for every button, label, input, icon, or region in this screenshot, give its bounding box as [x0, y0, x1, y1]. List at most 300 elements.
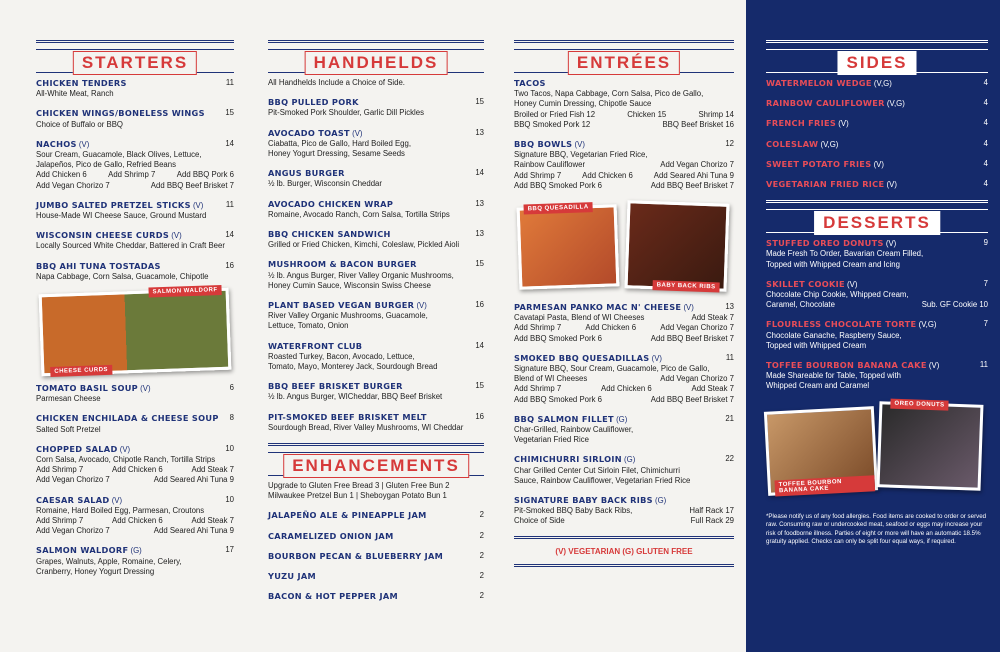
item-price: 4	[983, 78, 988, 87]
addon-option: Chicken 15	[627, 109, 667, 119]
item-title	[36, 139, 89, 150]
item-price: 10	[225, 494, 234, 504]
diet-tag: (V)	[192, 200, 204, 210]
addon-option: Pit-Smoked BBQ Baby Back Ribs,	[514, 506, 633, 516]
diet-tag: (G)	[655, 496, 667, 506]
addon-row	[514, 334, 734, 344]
item-title	[268, 259, 417, 270]
item-header-row	[268, 259, 484, 270]
item-name: CAESAR SALAD	[36, 494, 110, 505]
item-name: CARAMELIZED ONION JAM	[268, 530, 394, 541]
item-name: FRENCH FRIES	[766, 118, 837, 129]
item-description: Roasted Turkey, Bacon, Avocado, Lettuce,	[268, 351, 415, 361]
item-name: NACHOS	[36, 138, 77, 149]
item-price: 17	[225, 545, 234, 555]
item-name: ANGUS BURGER	[268, 168, 345, 179]
item-name: CHICKEN TENDERS	[36, 78, 127, 88]
item-price: 15	[475, 97, 484, 107]
item-description: Two Tacos, Napa Cabbage, Corn Salsa, Pico de Gallo,	[514, 89, 704, 99]
item-name: CHIMICHURRI SIRLOIN	[514, 454, 622, 465]
diet-tag: (V)	[886, 180, 897, 190]
menu-item	[36, 108, 234, 129]
item-title	[36, 545, 142, 556]
item-header-row	[268, 199, 484, 210]
item-header-row	[36, 261, 234, 272]
menu-item	[36, 261, 234, 282]
item-description: Honey Cumin Sauce, Wisconsin Swiss Cheese	[268, 280, 431, 290]
section-title: DESSERTS	[814, 211, 940, 235]
diet-tag: (V,G)	[918, 320, 937, 330]
section-title: ENTRÉES	[568, 51, 680, 75]
item-title	[36, 444, 130, 455]
addon-option: Add Vegan Chorizo 7	[660, 374, 734, 384]
menu-item	[268, 229, 484, 250]
item-name: BOURBON PECAN & BLUEBERRY JAM	[268, 550, 444, 561]
item-header-row	[514, 302, 734, 313]
addon-row	[766, 300, 988, 310]
addon-row	[514, 120, 734, 130]
item-header-row	[36, 413, 234, 424]
addon-row	[514, 384, 734, 394]
item-price: 9	[983, 238, 988, 248]
item-title	[514, 139, 585, 150]
addon-option: Add Shrimp 7	[108, 170, 156, 180]
menu-item	[268, 97, 484, 118]
item-header-row	[514, 495, 734, 506]
item-name: TACOS	[514, 78, 546, 88]
addon-option: Add BBQ Smoked Pork 6	[514, 394, 602, 404]
item-header-row	[36, 495, 234, 506]
item-name: TOMATO BASIL SOUP	[36, 383, 138, 394]
addon-row	[514, 395, 734, 405]
item-header-row	[766, 139, 988, 150]
diet-tag: (V,G)	[820, 139, 839, 149]
item-title	[268, 551, 443, 562]
addon-option: BBQ Smoked Pork 12	[514, 119, 591, 129]
item-price: 14	[225, 138, 234, 148]
item-price: 14	[475, 168, 484, 178]
item-header-row	[514, 353, 734, 364]
item-description: Made Shareable for Table, Topped with	[766, 371, 901, 381]
item-price: 11	[225, 78, 234, 87]
dessert-photo	[764, 406, 878, 496]
item-title	[514, 353, 662, 364]
handhelds-column	[248, 0, 496, 652]
diet-tag: (V)	[416, 301, 427, 311]
menu-item	[268, 300, 484, 332]
addon-option: Add Shrimp 7	[514, 384, 562, 394]
photo-label: CHEESE CURDS	[50, 365, 112, 377]
entree-photo	[517, 204, 620, 289]
item-price: 4	[983, 138, 988, 148]
item-description: Chocolate Chip Cookie, Whipped Cream,	[766, 290, 909, 300]
item-header-row	[514, 139, 734, 150]
item-header-row	[766, 159, 988, 170]
item-title	[766, 118, 849, 129]
addon-option: Add BBQ Beef Brisket 7	[650, 394, 734, 404]
item-name: JUMBO SALTED PRETZEL STICKS	[36, 199, 191, 210]
item-price: 14	[475, 340, 484, 350]
addon-option: Add Chicken 6	[585, 323, 637, 333]
addon-row	[36, 475, 234, 485]
section-title: STARTERS	[73, 51, 197, 75]
menu-item	[268, 551, 484, 562]
menu-item	[514, 414, 734, 446]
item-description: Sour Cream, Guacamole, Black Olives, Lettuce,	[36, 150, 202, 160]
menu-item	[36, 383, 234, 404]
item-header-row	[268, 381, 484, 392]
menu-item	[268, 591, 484, 602]
section-title: ENHANCEMENTS	[283, 454, 469, 478]
item-description: Pit-Smoked Pork Shoulder, Garlic Dill Pickles	[268, 108, 424, 118]
item-title	[268, 381, 403, 392]
sides-column	[746, 0, 1000, 652]
addon-row	[514, 313, 734, 323]
menu-item	[766, 98, 988, 109]
diet-tag: (V)	[847, 279, 858, 289]
menu-item	[766, 179, 988, 190]
menu-item	[766, 78, 988, 89]
item-header-row	[514, 78, 734, 89]
enhancements-header	[268, 443, 484, 481]
diet-tag: (V)	[171, 231, 182, 241]
item-price: 16	[475, 300, 484, 310]
addon-option: Add BBQ Smoked Pork 6	[514, 180, 602, 190]
item-title	[514, 495, 666, 506]
addon-option: Add Steak 7	[691, 384, 734, 394]
diet-tag: (V,G)	[873, 79, 892, 88]
handhelds-list	[268, 97, 484, 433]
item-price: 6	[229, 383, 234, 393]
item-title	[36, 230, 182, 241]
item-price: 4	[983, 98, 988, 108]
item-description: Honey Yogurt Dressing, Sesame Seeds	[268, 149, 405, 159]
item-header-row	[268, 341, 484, 352]
item-price: 15	[475, 381, 484, 391]
photo-label: SALMON WALDORF	[148, 285, 221, 298]
item-price: 11	[725, 352, 734, 362]
item-header-row	[766, 279, 988, 290]
item-name: RAINBOW CAULIFLOWER	[766, 98, 885, 109]
item-title	[766, 319, 937, 330]
item-name: BBQ BEEF BRISKET BURGER	[268, 381, 403, 392]
item-title	[766, 159, 884, 170]
item-title	[766, 78, 892, 89]
item-title	[36, 78, 127, 89]
diet-tag: (V)	[651, 353, 663, 363]
item-title	[268, 531, 394, 542]
item-title	[766, 360, 939, 371]
item-title	[36, 495, 122, 506]
menu-item	[514, 495, 734, 527]
diet-tag: (V,G)	[886, 99, 905, 109]
addon-option: Add Vegan Chorizo 7	[36, 475, 110, 485]
menu-item	[36, 139, 234, 191]
item-header-row	[268, 510, 484, 521]
item-title	[268, 510, 427, 521]
item-price: 4	[983, 158, 988, 168]
item-name: AVOCADO TOAST	[268, 127, 350, 138]
handhelds-header	[268, 40, 484, 78]
photo-label: TOFFEE BOURBON BANANA CAKE	[774, 475, 875, 496]
diet-tag: (V)	[574, 140, 585, 150]
diet-tag: (V)	[352, 128, 363, 138]
menu-item	[766, 139, 988, 150]
item-name: SKILLET COOKIE	[766, 278, 845, 289]
allergy-footnote: *Please notify us of any food allergies. Food items are cooked to order or served raw. Consuming raw or undercooked meat, seafood or eggs may increase your risk of foodborne illness. Parties of eight or more will have an automatic 18.5% gratuity applied. Checks can only be split four equal ways, if required.	[766, 512, 987, 546]
addon-row	[514, 374, 734, 384]
entree-photo	[624, 200, 729, 292]
item-description: Corn Salsa, Avocado, Chipotle Ranch, Tortilla Strips	[36, 455, 216, 465]
item-description: Honey Cumin Dressing, Chipotle Sauce	[514, 99, 652, 109]
addon-row	[514, 506, 734, 516]
menu-item	[268, 128, 484, 160]
item-description: Grapes, Walnuts, Apple, Romaine, Celery,	[36, 556, 182, 566]
desserts-list	[766, 238, 988, 391]
item-name: BACON & HOT PEPPER JAM	[268, 591, 398, 602]
diet-tag: (V)	[683, 303, 694, 313]
item-title	[268, 571, 316, 582]
menu-item	[514, 139, 734, 191]
item-header-row	[514, 454, 734, 465]
item-price: 21	[725, 413, 734, 423]
item-title	[514, 454, 635, 465]
starters-list	[36, 78, 234, 282]
photo-label: OREO DONUTS	[890, 398, 948, 410]
diet-legend: (V) VEGETARIAN (G) GLUTEN FREE	[514, 536, 734, 567]
addon-row	[514, 160, 734, 170]
item-title	[766, 98, 905, 109]
item-name: PIT-SMOKED BEEF BRISKET MELT	[268, 411, 427, 422]
addon-option: Add BBQ Beef Brisket 7	[650, 180, 734, 190]
sides-header	[766, 40, 988, 78]
dessert-photos	[766, 401, 988, 501]
section-title: HANDHELDS	[305, 51, 448, 75]
item-description: All-White Meat, Ranch	[36, 89, 114, 99]
item-header-row	[268, 412, 484, 423]
item-header-row	[766, 78, 988, 89]
item-description: Made Fresh To Order, Bavarian Cream Filled,	[766, 249, 924, 259]
addon-option: Half Rack 17	[689, 506, 734, 516]
item-header-row	[268, 229, 484, 240]
addon-option: Add Seared Ahi Tuna 9	[153, 475, 234, 485]
item-price: 22	[725, 454, 734, 464]
item-description: Signature BBQ, Sour Cream, Guacamole, Pico de Gallo,	[514, 364, 710, 374]
item-title	[268, 168, 345, 179]
addon-option: Add Chicken 6	[601, 384, 652, 394]
menu-item	[268, 381, 484, 402]
addon-option: Add Vegan Chorizo 7	[36, 526, 110, 536]
addon-option: Add Steak 7	[191, 465, 234, 475]
item-price: 7	[983, 319, 988, 329]
addon-row	[514, 171, 734, 181]
addon-option: Add Vegan Chorizo 7	[660, 160, 734, 170]
item-title	[268, 341, 362, 352]
item-price: 13	[475, 198, 484, 208]
item-title	[36, 261, 161, 272]
diet-tag: (V)	[78, 139, 90, 149]
item-price: 2	[479, 591, 484, 601]
menu-item	[36, 230, 234, 251]
item-price: 12	[725, 139, 734, 149]
addon-row	[514, 323, 734, 333]
diet-tag: (V)	[119, 444, 131, 454]
item-name: BBQ SALMON FILLET	[514, 413, 614, 424]
addon-option: Add Chicken 6	[112, 465, 163, 475]
item-title	[268, 591, 398, 602]
addon-option: Add Vegan Chorizo 7	[660, 323, 734, 333]
menu-item	[36, 495, 234, 537]
diet-tag: (V)	[873, 159, 884, 169]
item-title	[268, 412, 427, 423]
enhancements-list	[268, 510, 484, 602]
item-name: WATERFRONT CLUB	[268, 340, 363, 351]
menu-item	[514, 454, 734, 486]
menu-item	[766, 238, 988, 270]
addon-option: Sub. GF Cookie 10	[921, 300, 988, 310]
item-title	[36, 383, 151, 394]
addon-row	[514, 516, 734, 526]
item-description: Romaine, Avocado Ranch, Corn Salsa, Tortilla Strips	[268, 209, 450, 219]
item-header-row	[766, 179, 988, 190]
addon-option: Add Shrimp 7	[36, 516, 84, 526]
item-price: 4	[983, 118, 988, 128]
menu-item	[268, 412, 484, 433]
addon-option: Choice of Side	[514, 516, 565, 526]
menu-item	[766, 360, 988, 392]
dessert-photo	[877, 401, 984, 491]
item-header-row	[36, 383, 234, 394]
addon-option: Add BBQ Beef Brisket 7	[150, 180, 234, 190]
addon-option: Add BBQ Smoked Pork 6	[514, 333, 602, 343]
item-description: Topped with Whipped Cream and Icing	[766, 259, 900, 269]
addon-option: Add BBQ Pork 6	[176, 170, 234, 180]
item-header-row	[268, 97, 484, 108]
item-name: CHOPPED SALAD	[36, 443, 118, 454]
item-name: BBQ CHICKEN SANDWICH	[268, 229, 391, 240]
entrees-photos	[514, 200, 734, 292]
item-header-row	[268, 551, 484, 562]
enhancements-note	[268, 481, 484, 501]
handhelds-note: All Handhelds Include a Choice of Side.	[268, 78, 405, 87]
item-description: Romaine, Hard Boiled Egg, Parmesan, Croutons	[36, 505, 205, 515]
addon-option: Add Chicken 6	[582, 170, 633, 180]
item-description: House-Made WI Cheese Sauce, Ground Mustard	[36, 211, 207, 221]
item-name: STUFFED OREO DONUTS	[766, 238, 884, 249]
item-title	[36, 413, 219, 424]
item-title	[766, 139, 838, 150]
starters-column	[0, 0, 248, 652]
item-header-row	[514, 414, 734, 425]
menu-item	[36, 413, 234, 434]
menu-item	[766, 279, 988, 311]
item-title	[766, 179, 897, 190]
diet-tag: (V)	[885, 239, 897, 249]
item-header-row	[766, 98, 988, 109]
item-price: 2	[479, 510, 484, 520]
starters-photo	[39, 288, 232, 377]
item-price: 16	[475, 411, 484, 421]
item-description: ½ lb. Burger, Wisconsin Cheddar	[268, 179, 382, 189]
starters-header	[36, 40, 234, 78]
item-name: PLANT BASED VEGAN BURGER	[268, 300, 415, 311]
menu-item	[514, 78, 734, 130]
item-name: SALMON WALDORF	[36, 545, 129, 556]
menu-item	[766, 319, 988, 351]
item-title	[514, 302, 694, 313]
item-name: AVOCADO CHICKEN WRAP	[268, 198, 394, 209]
item-price: 11	[979, 360, 988, 370]
photo-label: BBQ QUESADILLA	[523, 202, 592, 214]
item-description: Napa Cabbage, Corn Salsa, Guacamole, Chipotle	[36, 271, 209, 281]
item-description: ½ lb. Angus Burger, WICheddar, BBQ Beef Brisket	[268, 392, 443, 402]
item-name: SIGNATURE BABY BACK RIBS	[514, 495, 653, 506]
addon-option: Cavatapi Pasta, Blend of WI Cheeses	[514, 313, 645, 323]
item-name: YUZU JAM	[268, 571, 316, 582]
photo-label: BABY BACK RIBS	[653, 280, 720, 292]
diet-tag: (V)	[928, 361, 940, 371]
menu-item	[268, 531, 484, 542]
note-line: Upgrade to Gluten Free Bread 3 | Gluten Free Bun 2	[268, 481, 450, 491]
item-name: VEGETARIAN FRIED RICE	[766, 179, 885, 190]
item-price: 15	[475, 259, 484, 269]
item-description: Salted Soft Pretzel	[36, 424, 101, 434]
item-header-row	[36, 444, 234, 455]
diet-tag: (V)	[838, 119, 849, 129]
menu-item	[766, 159, 988, 170]
entrees-header	[514, 40, 734, 78]
item-name: SWEET POTATO FRIES	[766, 158, 872, 169]
item-header-row	[766, 238, 988, 249]
addon-option: Add Vegan Chorizo 7	[36, 180, 110, 190]
item-price: 8	[229, 413, 234, 423]
item-price: 14	[225, 230, 234, 240]
item-name: JALAPEÑO ALE & PINEAPPLE JAM	[268, 510, 427, 521]
desserts-header	[766, 200, 988, 238]
item-header-row	[766, 360, 988, 371]
item-description: Chocolate Ganache, Raspberry Sauce,	[766, 330, 902, 340]
menu-item	[36, 78, 234, 99]
addon-option: Blend of WI Cheeses	[514, 374, 588, 384]
item-price: 11	[225, 199, 234, 209]
addon-row	[36, 181, 234, 191]
item-name: BBQ AHI TUNA TOSTADAS	[36, 260, 161, 271]
diet-tag: (G)	[616, 414, 628, 424]
menu-item	[766, 118, 988, 129]
addon-option: Shrimp 14	[698, 109, 734, 119]
item-price: 13	[475, 229, 484, 239]
item-description: Whipped Cream and Caramel	[766, 381, 870, 391]
item-price: 16	[225, 260, 234, 270]
addon-option: Add Seared Ahi Tuna 9	[153, 526, 234, 536]
addon-option: Caramel, Chocolate	[766, 300, 835, 310]
item-header-row	[36, 139, 234, 150]
diet-tag: (G)	[624, 455, 636, 465]
item-name: TOFFEE BOURBON BANANA CAKE	[766, 360, 927, 371]
item-header-row	[268, 168, 484, 179]
item-title	[268, 300, 427, 311]
addon-option: Add Shrimp 7	[514, 170, 562, 180]
item-name: BBQ PULLED PORK	[268, 97, 359, 108]
item-name: SMOKED BBQ QUESADILLAS	[514, 352, 650, 363]
addon-option: Add Steak 7	[691, 313, 734, 323]
item-header-row	[36, 230, 234, 241]
item-description: Vegetarian Fried Rice	[514, 435, 589, 445]
starters-list-2	[36, 383, 234, 577]
item-description: Sourdough Bread, River Valley Mushrooms, WI Cheddar	[268, 422, 464, 432]
addon-option: Add Chicken 6	[36, 170, 87, 180]
note-line: Milwaukee Pretzel Bun 1 | Sheboygan Potato Bun 1	[268, 491, 447, 501]
